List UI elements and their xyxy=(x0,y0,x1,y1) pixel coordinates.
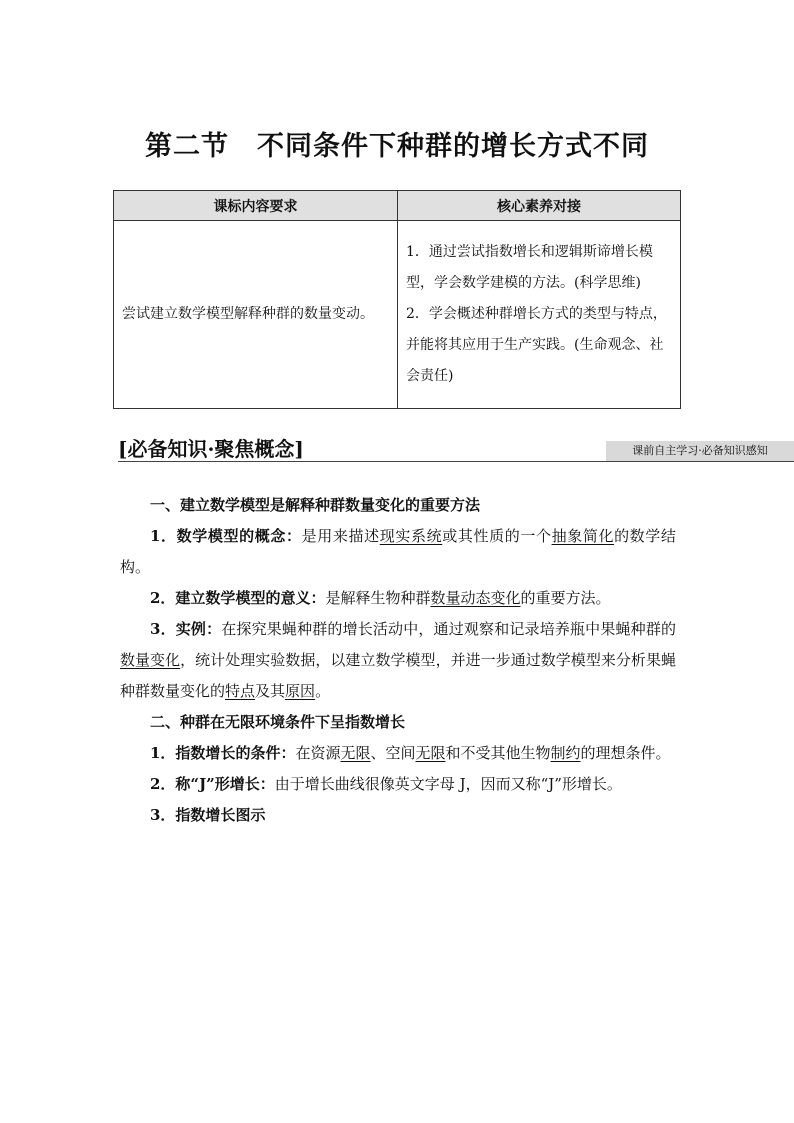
text-span: 由于增长曲线很像英文字母 J，因而又称“J”形增长。 xyxy=(274,775,622,793)
paragraph-model-significance xyxy=(120,583,676,614)
section-divider xyxy=(118,461,794,462)
competency-item-1: 1．通过尝试指数增长和逻辑斯谛增长模型，学会数学建模的方法。(科学思维) xyxy=(406,244,653,291)
competency-item-2: 2．学会概述种群增长方式的类型与特点，并能将其应用于生产实践。(生命观念、社会责任) xyxy=(406,306,667,384)
requirement-text: 尝试建立数学模型解释种群的数量变动。 xyxy=(122,306,374,322)
content-heading-1: 一、建立数学模型是解释种群数量变化的重要方法 xyxy=(150,496,481,514)
text-span: 在资源 xyxy=(295,744,341,762)
section-tag: 课前自主学习·必备知识感知 xyxy=(606,441,794,461)
section-heading: [必备知识·聚焦概念] xyxy=(118,437,304,461)
text-span: 的理想条件。 xyxy=(580,744,671,762)
underlined-term: 数量变化 xyxy=(120,651,181,669)
paragraph-label: 1．数学模型的概念： xyxy=(150,527,302,545)
text-span: 的重要方法。 xyxy=(520,589,611,607)
requirement-cell xyxy=(114,221,398,409)
paragraph-label: 3．实例： xyxy=(150,620,222,638)
underlined-term: 抽象简化 xyxy=(551,527,615,545)
paragraph-label: 3．指数增长图示 xyxy=(150,806,266,824)
competency-cell xyxy=(398,221,681,409)
table-header-competencies: 核心素养对接 xyxy=(398,191,681,221)
underlined-term: 数量动态变化 xyxy=(430,589,521,607)
curriculum-table xyxy=(113,190,681,409)
text-span: 是用来描述 xyxy=(301,527,380,545)
text-span: 在探究果蝇种群的增长活动中，通过观察和记录培养瓶中果蝇种群的 xyxy=(221,620,677,638)
content-body xyxy=(120,490,676,831)
content-heading-2: 二、种群在无限环境条件下呈指数增长 xyxy=(150,713,406,731)
underlined-term: 现实系统 xyxy=(379,527,443,545)
table-header-requirements: 课标内容要求 xyxy=(114,191,398,221)
text-span: 及其 xyxy=(255,682,286,700)
underlined-term: 无限 xyxy=(340,744,371,762)
underlined-term: 制约 xyxy=(550,744,581,762)
paragraph-example xyxy=(120,614,676,707)
underlined-term: 无限 xyxy=(415,744,446,762)
underlined-term: 特点 xyxy=(225,682,256,700)
paragraph-label: 2．建立数学模型的意义： xyxy=(150,589,326,607)
text-span: 是解释生物种群 xyxy=(325,589,431,607)
table-header-row xyxy=(114,191,681,221)
underlined-term: 原因 xyxy=(285,682,316,700)
paragraph-j-curve xyxy=(120,769,676,800)
table-row xyxy=(114,221,681,409)
text-span: ，统计处理实验数据，以建立数学模型，并进一步通过数学模型来分析果蝇种群数量变化的 xyxy=(120,651,676,700)
page-title: 第二节 不同条件下种群的增长方式不同 xyxy=(145,131,649,162)
paragraph-model-concept xyxy=(120,521,676,583)
paragraph-label: 1．指数增长的条件： xyxy=(150,744,296,762)
text-span: 的数学结构。 xyxy=(120,527,676,576)
text-span: 和不受其他生物 xyxy=(445,744,551,762)
text-span: 。 xyxy=(315,682,331,700)
paragraph-growth-diagram xyxy=(120,800,676,831)
text-span: 、空间 xyxy=(370,744,416,762)
text-span: 或其性质的一个 xyxy=(442,527,552,545)
paragraph-exponential-conditions xyxy=(120,738,676,769)
paragraph-label: 2．称“J”形增长： xyxy=(150,775,275,793)
